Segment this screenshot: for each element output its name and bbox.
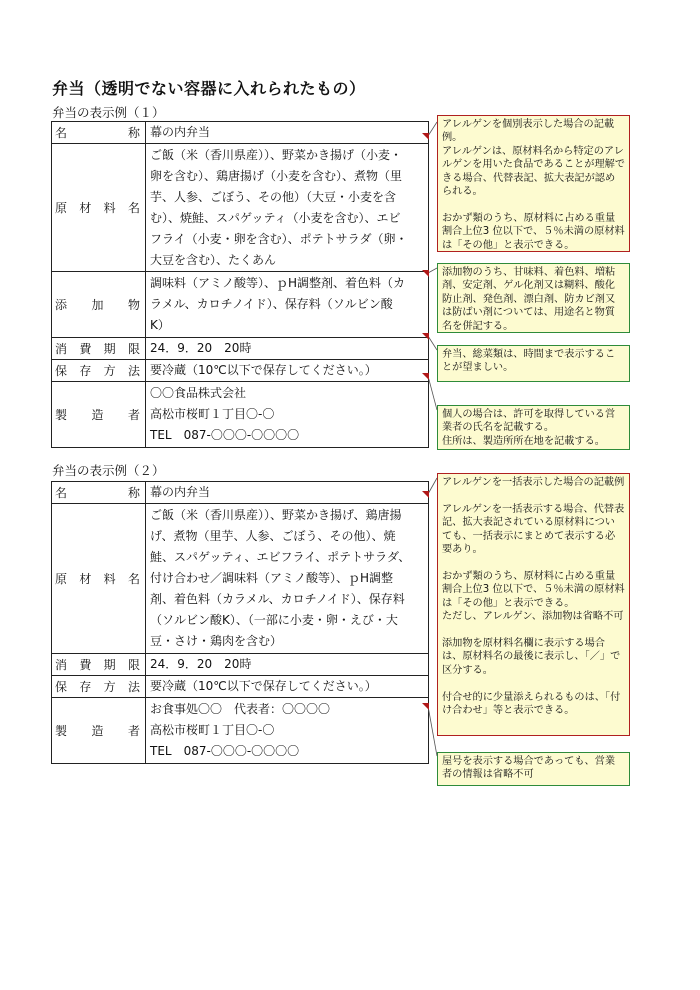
expiry-value: 24．9．20 20時 <box>146 338 429 360</box>
row-key-maker: 製 造 者 <box>52 382 146 448</box>
note-expiry-time: 弁当、総菜類は、時間まで表示することが望ましい。 <box>437 345 630 382</box>
page-title: 弁当（透明でない容器に入れられたもの） <box>52 79 366 98</box>
row-maker <box>52 698 429 764</box>
note-allergen-individual: アレルゲンを個別表示した場合の記載例。 アレルゲンは、原材料名から特定のアレルゲンを用いた食品であることが理解できる場合、代替表記、拡大表記が認められる。 おかず類のうち、原材料に占める重量割合上位3 位以下で、５％未満の原材料は「その他」と表示できる。 <box>437 115 630 252</box>
row-key-storage: 保 存 方 法 <box>52 360 146 382</box>
row-key-name: 名 称 <box>52 122 146 144</box>
row-expiry <box>52 338 429 360</box>
expiry-value: 24．9．20 20時 <box>146 654 429 676</box>
maker-text: お食事処〇〇 代表者：〇〇〇〇 高松市桜町１丁目〇-〇 TEL 087-〇〇〇-〇〇〇〇 <box>146 698 429 764</box>
additives-text: 調味料（アミノ酸等）、ｐH調整剤、着色料（カ ラメル、カロチノイド）、保存料（ソルビン酸 K） <box>146 272 429 338</box>
storage-value: 要冷蔵（10℃以下で保存してください。） <box>146 360 429 382</box>
label-table-1 <box>51 121 429 448</box>
row-key-maker: 製 造 者 <box>52 698 146 764</box>
storage-value: 要冷蔵（10℃以下で保存してください。） <box>146 676 429 698</box>
ingredients-text: ご飯（米（香川県産））、野菜かき揚げ、鶏唐揚 げ、煮物（里芋、人参、ごぼう、その他）、焼 鮭、スパゲッティ、エビフライ、ポテトサラダ、 付け合わせ／調味料（アミノ酸等）、ｐH調整 剤、着色料（カラメル、カロチノイド）、保存料 （ソルビン酸K）、（一部に小麦・卵・えび・大 豆・さけ・鶏肉を含む） <box>146 504 429 654</box>
row-ingredients <box>52 504 429 654</box>
label-table-2 <box>51 481 429 764</box>
note-trade-name: 屋号を表示する場合であっても、営業者の情報は省略不可 <box>437 752 630 786</box>
product-name: 幕の内弁当 <box>146 122 429 144</box>
example1-heading: 弁当の表示例（１） <box>52 105 165 120</box>
product-name: 幕の内弁当 <box>146 482 429 504</box>
row-key-expiry: 消 費 期 限 <box>52 338 146 360</box>
row-expiry <box>52 654 429 676</box>
row-key-storage: 保 存 方 法 <box>52 676 146 698</box>
row-additives <box>52 272 429 338</box>
row-key-ingredients: 原 材 料 名 <box>52 144 146 272</box>
row-storage <box>52 676 429 698</box>
row-key-expiry: 消 費 期 限 <box>52 654 146 676</box>
example2-heading: 弁当の表示例（２） <box>52 463 165 478</box>
row-name <box>52 482 429 504</box>
note-allergen-batch: アレルゲンを一括表示した場合の記載例 アレルゲンを一括表示する場合、代替表記、拡大表記されている原材料についても、一括表示にまとめて表示する必要あり。 おかず類のうち、原材料に占める重量割合上位3 位以下で、５％未満の原材料は「その他」と表示できる。 ただし、アレルゲン、添加物は省略不可 添加物を原材料名欄に表示する場合は、原材料名の最後に表示し、「／」で区分する。 付合せ的に少量添えられるものは、「付け合わせ」等と表示できる。 <box>437 473 630 736</box>
ingredients-text: ご飯（米（香川県産））、野菜かき揚げ（小麦・ 卵を含む）、鶏唐揚げ（小麦を含む）、煮物（里 芋、人参、ごぼう、その他）（大豆・小麦を含 む）、焼鮭、スパゲッティ（小麦を含む）、エビ フライ（小麦・卵を含む）、ポテトサラダ（卵・ 大豆を含む）、たくあん <box>146 144 429 272</box>
row-storage <box>52 360 429 382</box>
note-additives: 添加物のうち、甘味料、着色料、増粘剤、安定剤、ゲル化剤又は糊料、酸化防止剤、発色剤、漂白剤、防カビ剤又は防ばい剤については、用途名と物質名を併記する。 <box>437 263 630 333</box>
row-name <box>52 122 429 144</box>
row-key-ingredients: 原 材 料 名 <box>52 504 146 654</box>
row-ingredients <box>52 144 429 272</box>
maker-text: 〇〇食品株式会社 高松市桜町１丁目〇-〇 TEL 087-〇〇〇-〇〇〇〇 <box>146 382 429 448</box>
row-maker <box>52 382 429 448</box>
row-key-additives: 添 加 物 <box>52 272 146 338</box>
row-key-name: 名 称 <box>52 482 146 504</box>
note-maker-individual: 個人の場合は、許可を取得している営業者の氏名を記載する。 住所は、製造所所在地を記載する。 <box>437 405 630 450</box>
